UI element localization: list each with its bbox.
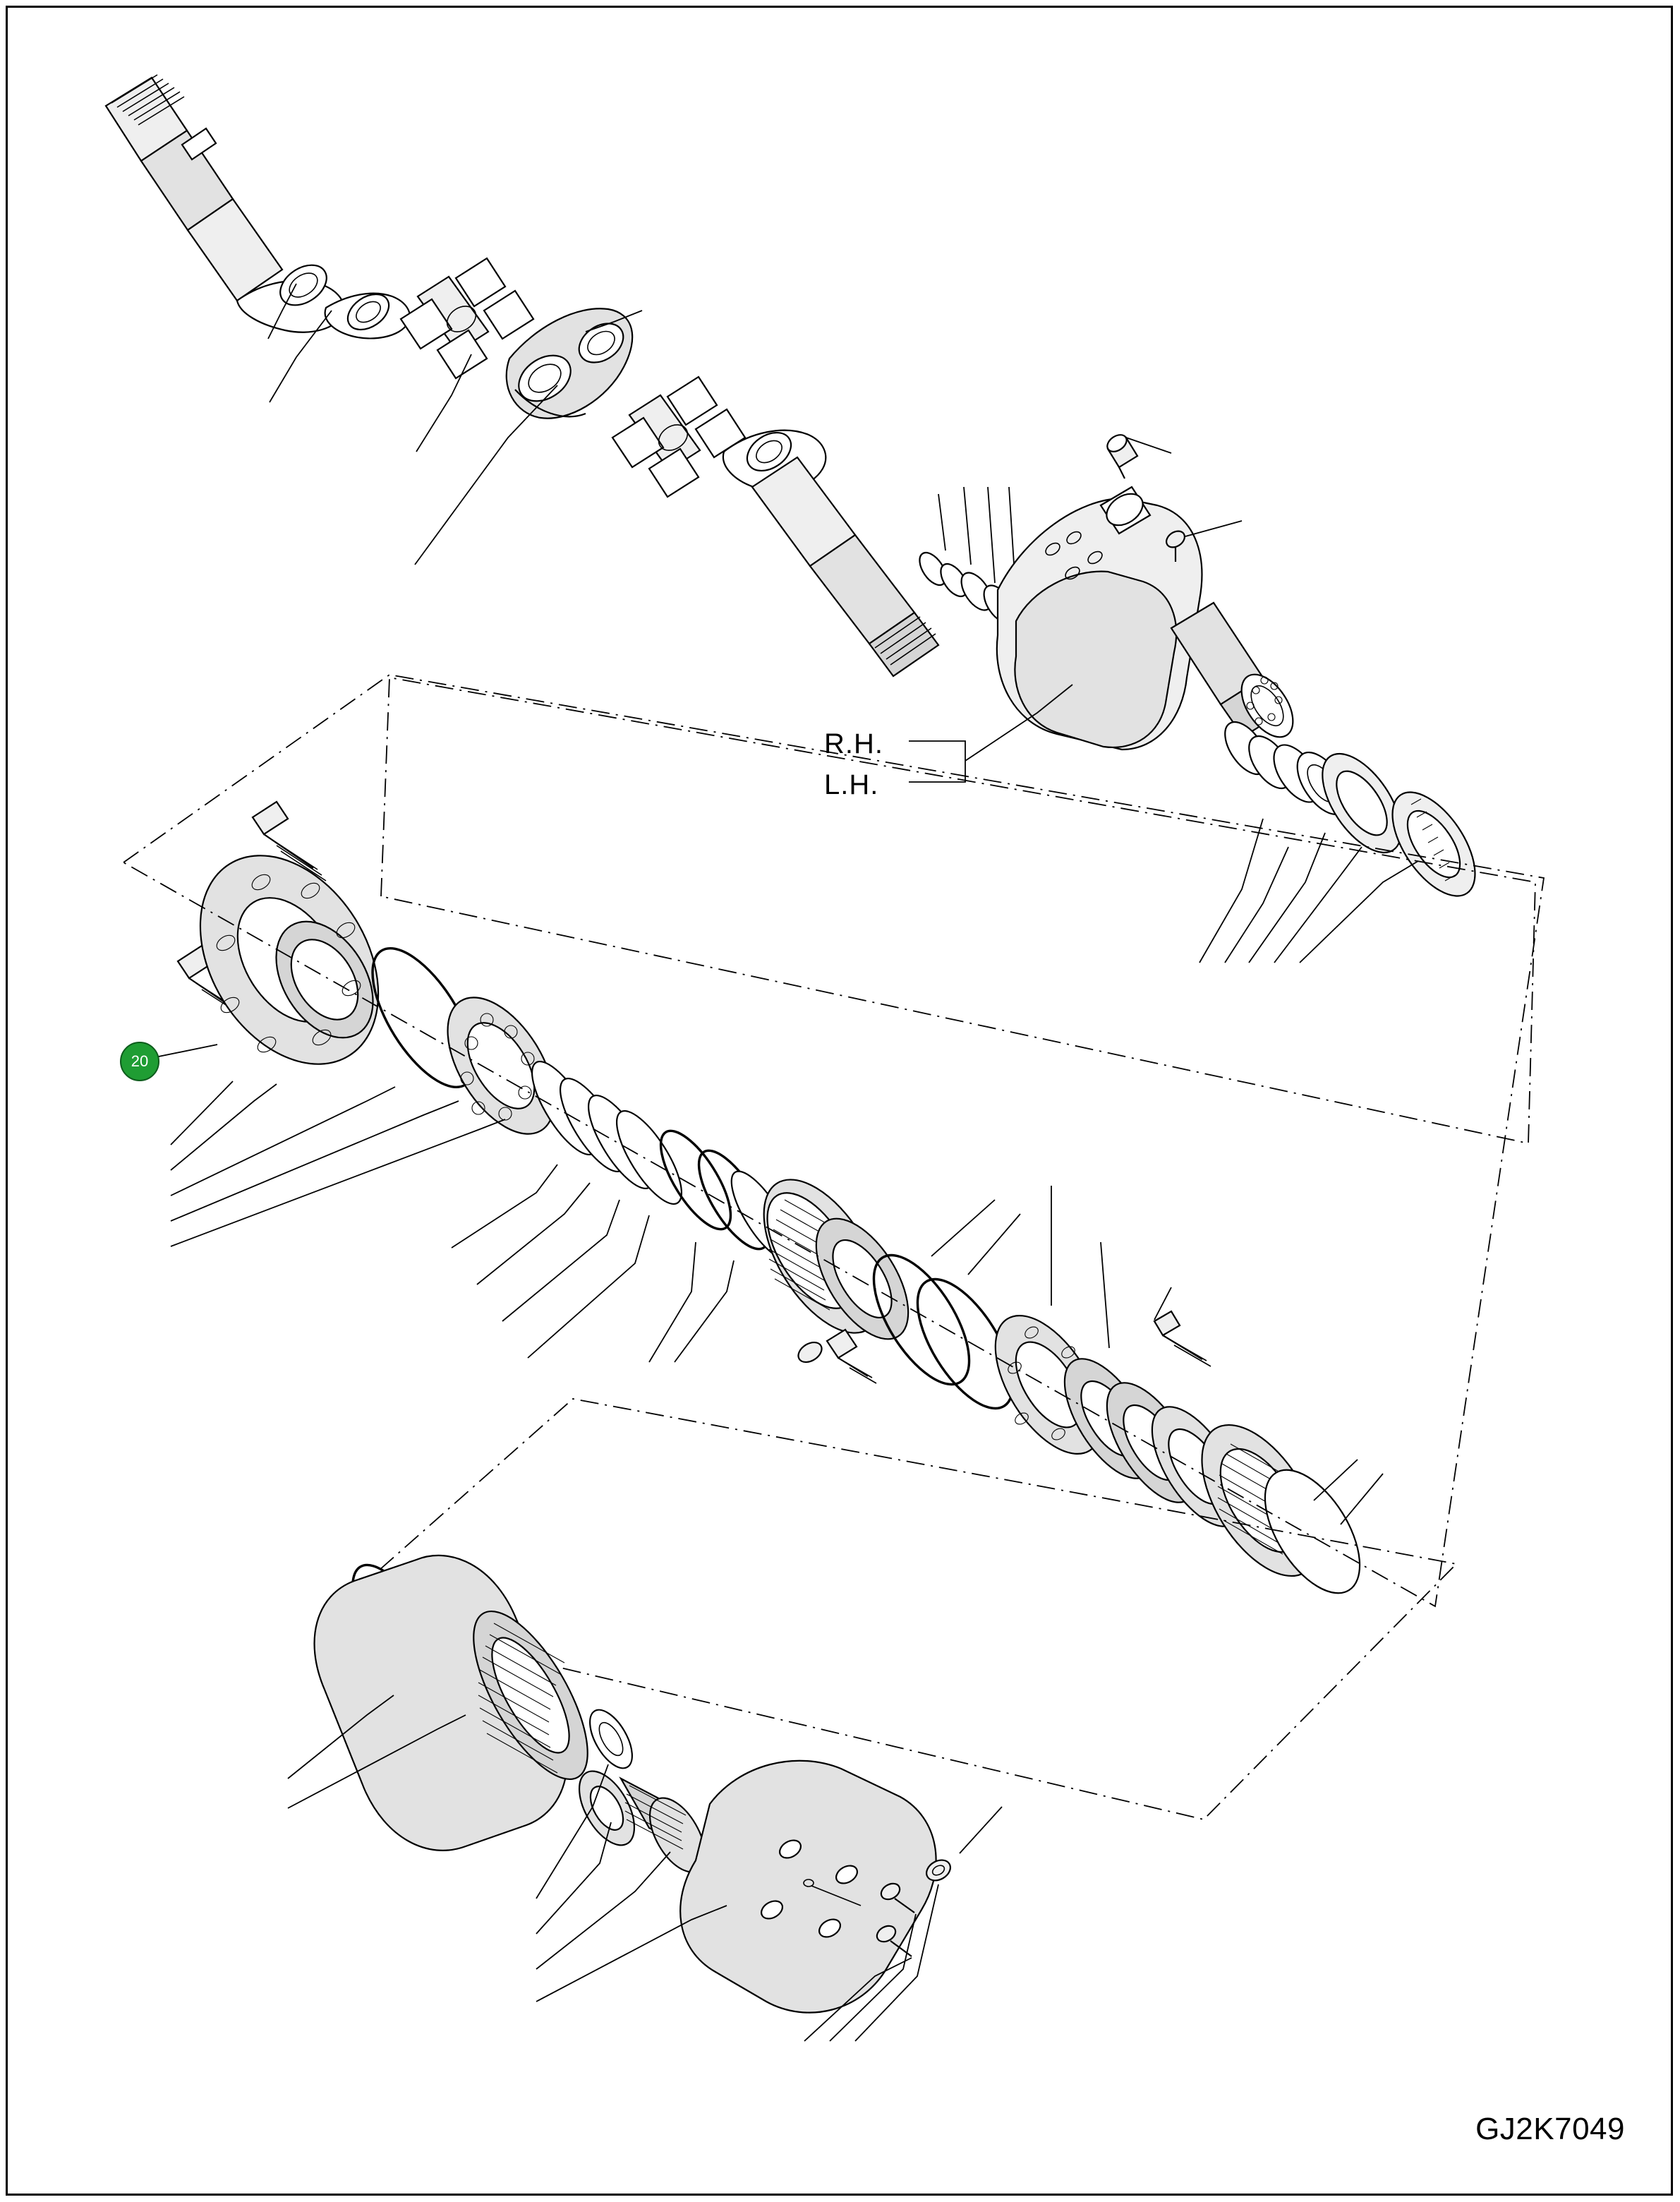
label-left-hand: L.H. [824,769,879,800]
splined-shaft [106,75,233,230]
spindle-bearing-stack [1216,715,1492,910]
grease-fitting [1104,431,1137,479]
carrier-bolt [794,1330,876,1383]
yoke-upper [188,199,410,338]
drawing-number: GJ2K7049 [1475,2112,1625,2146]
steering-knuckle-assembly [381,431,1535,1143]
planetary-ring-gear [315,1551,610,1851]
label-right-hand: R.H. [824,728,883,759]
yoke-lower-shaft [723,425,938,676]
ring-gear-bolt [1154,1311,1211,1366]
universal-joint-cross-2 [612,377,745,497]
hub-shim-rings [521,1053,694,1213]
callout-marker-20[interactable]: 20 [120,1042,159,1081]
planetary-thrust-washer [581,1703,641,1775]
hub-roller-bearing [426,980,576,1153]
drive-shaft-assembly [106,75,1020,676]
